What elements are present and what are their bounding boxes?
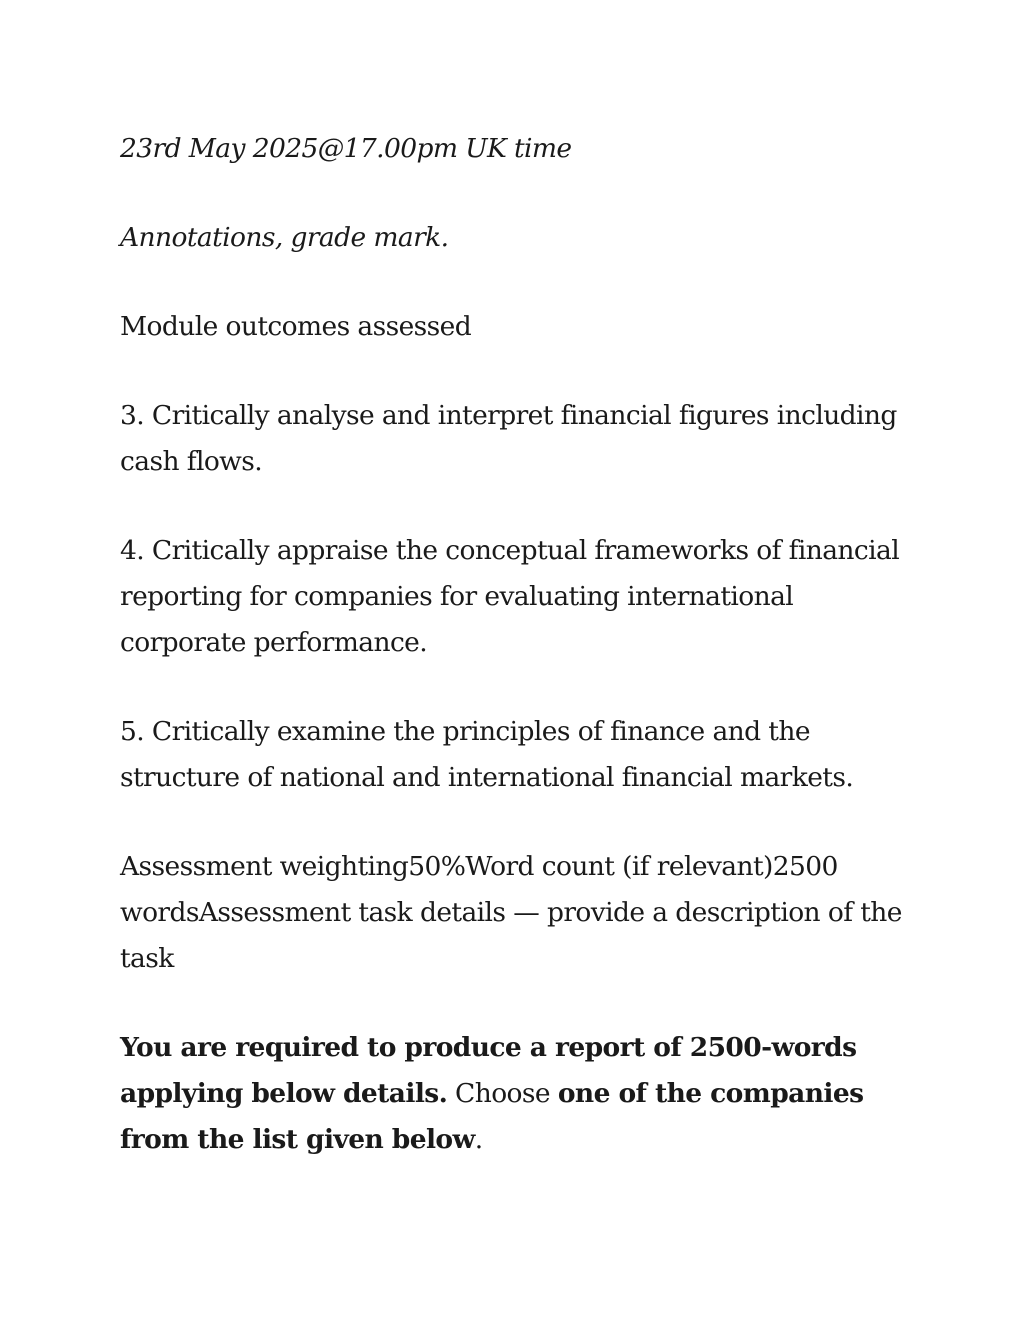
feedback-text: Annotations, grade mark. xyxy=(120,222,449,253)
assessment-details: Assessment weighting50%Word count (if relevant)2500 wordsAssessment task details — provide a description of the task xyxy=(120,851,902,974)
requirement-choose: Choose xyxy=(447,1078,558,1109)
deadline-text: 23rd May 2025@17.00pm UK time xyxy=(120,133,572,164)
outcome-item-3: 3. Critically analyse and interpret financial figures including cash flows. xyxy=(120,400,897,477)
outcome-item-4: 4. Critically appraise the conceptual frameworks of financial reporting for companies for evaluating international corporate performance. xyxy=(120,535,900,658)
requirement-bold-2: one of the companies from the list given below xyxy=(120,1078,864,1155)
requirement-bold-1: You are required to produce a report of 2500-words applying below details. xyxy=(120,1032,857,1109)
requirement-period: . xyxy=(474,1124,483,1155)
outcomes-heading: Module outcomes assessed xyxy=(120,311,472,342)
requirement-paragraph xyxy=(120,1025,910,1163)
document-page xyxy=(120,126,910,1206)
outcome-item-5: 5. Critically examine the principles of finance and the structure of national and international financial markets. xyxy=(120,716,854,793)
